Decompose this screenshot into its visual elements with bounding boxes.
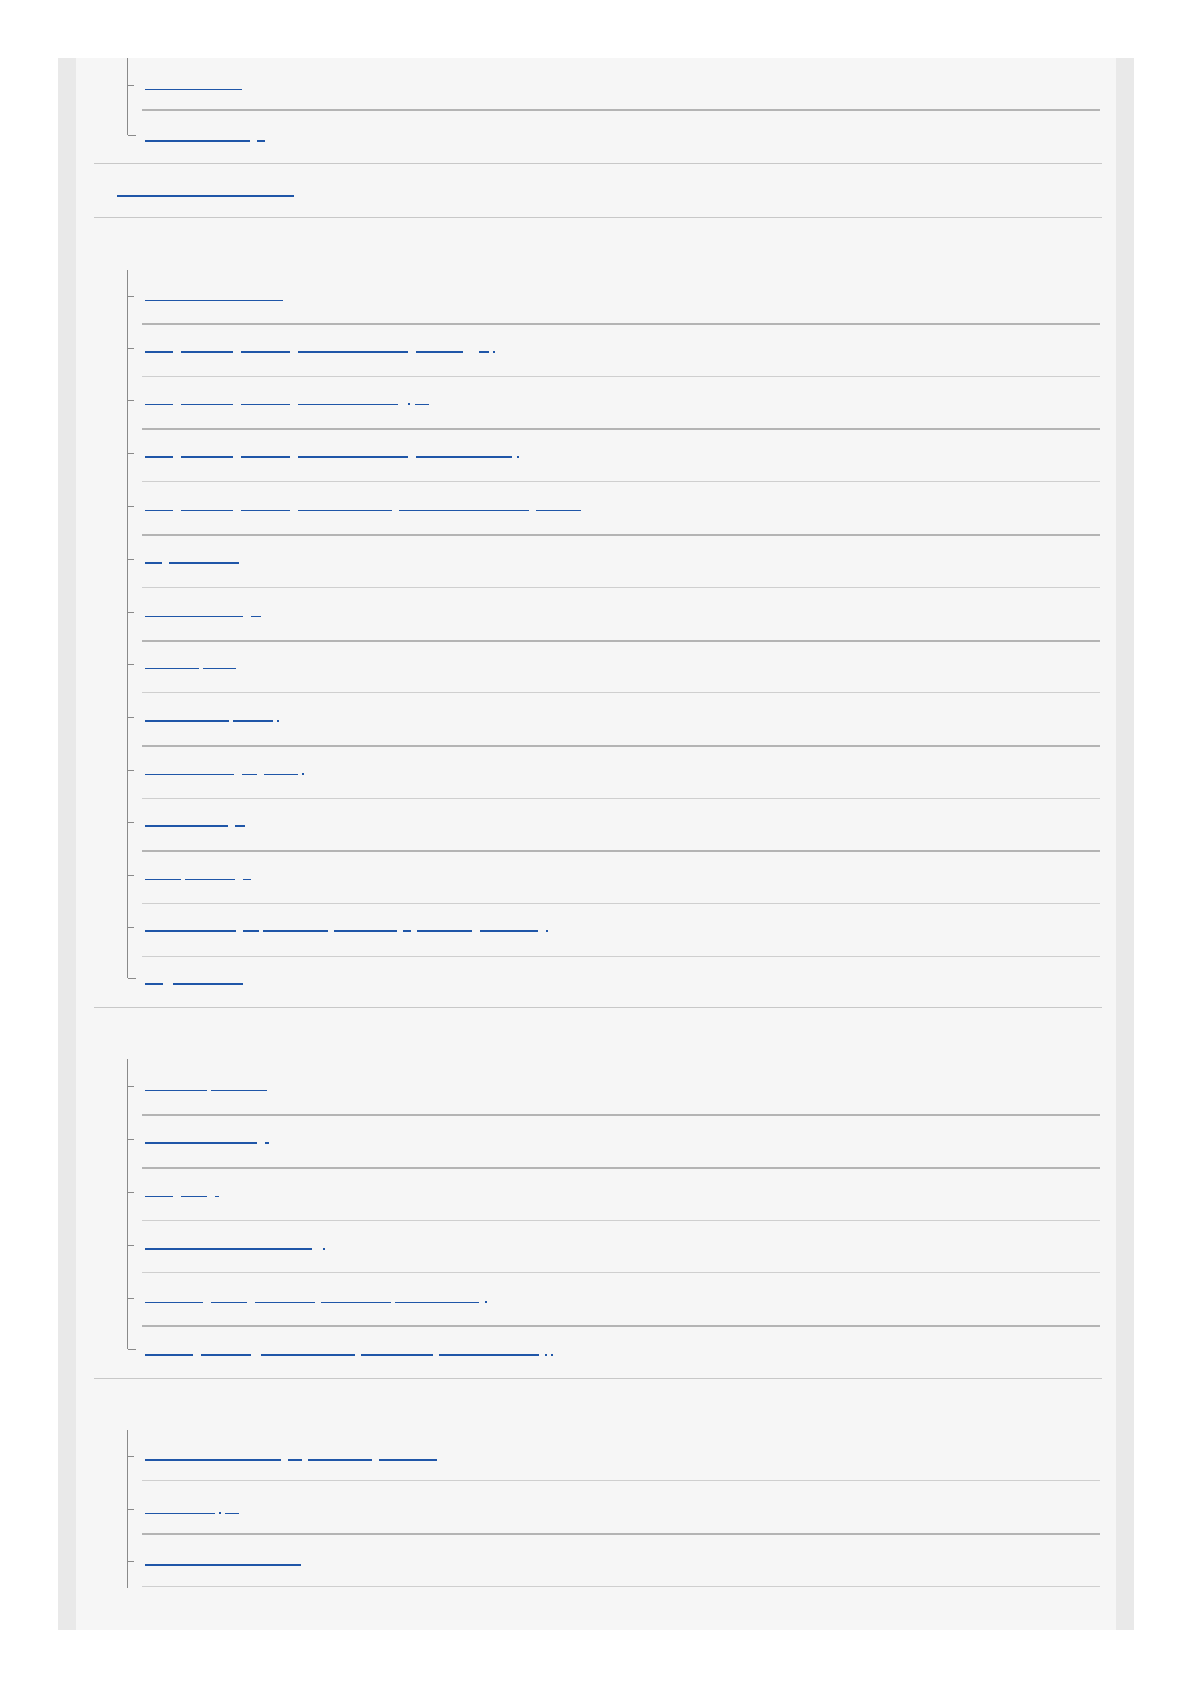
underline-segment bbox=[265, 1142, 269, 1144]
section-heading-link[interactable] bbox=[117, 185, 296, 197]
underline-dot bbox=[277, 720, 279, 722]
list-link[interactable] bbox=[145, 446, 521, 458]
item-divider bbox=[142, 376, 1100, 377]
item-divider bbox=[142, 323, 1100, 325]
item-divider bbox=[142, 798, 1100, 799]
underline-segment bbox=[145, 616, 243, 617]
tree-rail-end bbox=[128, 1349, 136, 1350]
list-link[interactable] bbox=[145, 1449, 439, 1461]
underline-segment bbox=[255, 1302, 315, 1303]
underline-segment bbox=[241, 351, 290, 353]
tree-tick bbox=[128, 453, 134, 454]
list-link[interactable] bbox=[145, 868, 253, 880]
underline-segment bbox=[415, 404, 429, 405]
underline-segment bbox=[395, 1302, 479, 1303]
list-link[interactable] bbox=[145, 1291, 489, 1303]
underline-segment bbox=[145, 140, 250, 142]
underline-segment bbox=[145, 879, 181, 880]
tree-rail bbox=[127, 270, 128, 978]
tree-tick bbox=[128, 612, 134, 613]
item-divider bbox=[142, 587, 1100, 588]
underline-dot bbox=[545, 1354, 547, 1356]
underline-segment bbox=[211, 1090, 267, 1091]
list-link[interactable] bbox=[145, 130, 267, 142]
tree-tick bbox=[128, 1298, 134, 1299]
tree-rail-end bbox=[128, 978, 136, 979]
list-link[interactable] bbox=[145, 1238, 327, 1250]
section-divider bbox=[94, 217, 1102, 218]
underline-segment bbox=[379, 1459, 437, 1461]
underline-segment bbox=[257, 140, 265, 142]
underline-segment bbox=[479, 351, 489, 353]
tree-rail bbox=[127, 58, 128, 135]
underline-segment bbox=[416, 456, 512, 458]
underline-dot bbox=[546, 930, 548, 932]
underline-segment bbox=[145, 930, 236, 932]
tree-tick bbox=[128, 506, 134, 507]
tree-tick bbox=[128, 1192, 134, 1193]
underline-segment bbox=[181, 351, 233, 353]
underline-segment bbox=[145, 1564, 301, 1566]
underline-segment bbox=[439, 1354, 539, 1356]
underline-segment bbox=[243, 879, 251, 880]
list-link[interactable] bbox=[145, 341, 497, 353]
item-divider bbox=[142, 109, 1100, 111]
underline-segment bbox=[173, 983, 243, 985]
list-link[interactable] bbox=[145, 973, 245, 985]
underline-dot bbox=[493, 351, 495, 353]
tree-tick bbox=[128, 1245, 134, 1246]
underline-segment bbox=[241, 404, 290, 405]
list-link[interactable] bbox=[145, 710, 281, 722]
underline-segment bbox=[417, 930, 472, 932]
tree-tick bbox=[128, 770, 134, 771]
item-divider bbox=[142, 850, 1100, 852]
underline-segment bbox=[145, 562, 162, 564]
underline-segment bbox=[145, 774, 234, 775]
underline-dot bbox=[219, 1512, 221, 1514]
underline-segment bbox=[145, 1513, 215, 1514]
list-link[interactable] bbox=[145, 552, 241, 564]
underline-segment bbox=[145, 89, 242, 90]
underline-segment bbox=[288, 1459, 302, 1461]
tree-tick bbox=[128, 400, 134, 401]
tree-tick bbox=[128, 875, 134, 876]
underline-segment bbox=[117, 195, 294, 197]
tree-tick bbox=[128, 296, 134, 297]
underline-segment bbox=[298, 404, 398, 405]
list-link[interactable] bbox=[145, 1502, 241, 1514]
underline-segment bbox=[243, 930, 259, 932]
list-link[interactable] bbox=[145, 289, 285, 301]
tree-tick bbox=[128, 348, 134, 349]
underline-segment bbox=[225, 1513, 239, 1514]
underline-segment bbox=[241, 510, 290, 511]
underline-segment bbox=[145, 1459, 281, 1461]
tree-tick bbox=[128, 664, 134, 665]
underline-segment bbox=[298, 456, 408, 458]
underline-segment bbox=[233, 720, 273, 722]
underline-segment bbox=[145, 983, 163, 985]
tree-tick bbox=[128, 822, 134, 823]
underline-segment bbox=[145, 668, 199, 669]
tree-tick bbox=[128, 1509, 134, 1510]
tree-tick bbox=[128, 717, 134, 718]
item-divider bbox=[142, 1325, 1100, 1327]
underline-dot bbox=[485, 1301, 487, 1303]
underline-dot bbox=[323, 1248, 325, 1250]
underline-segment bbox=[181, 510, 233, 511]
underline-segment bbox=[181, 456, 233, 458]
item-divider bbox=[142, 640, 1100, 642]
underline-segment bbox=[241, 456, 290, 458]
underline-segment bbox=[201, 1354, 251, 1356]
underline-segment bbox=[298, 351, 408, 353]
list-link[interactable] bbox=[145, 1079, 269, 1091]
tree-tick bbox=[128, 927, 134, 928]
underline-segment bbox=[298, 510, 392, 511]
underline-segment bbox=[145, 351, 173, 353]
list-link[interactable] bbox=[145, 78, 244, 90]
list-link[interactable] bbox=[145, 763, 306, 775]
list-link[interactable] bbox=[145, 1132, 271, 1144]
item-divider bbox=[142, 1114, 1100, 1116]
underline-dot bbox=[408, 403, 410, 405]
underline-segment bbox=[145, 1142, 257, 1144]
item-divider bbox=[142, 903, 1100, 904]
list-link[interactable] bbox=[145, 499, 583, 511]
underline-segment bbox=[181, 404, 233, 405]
tree-tick bbox=[128, 1561, 134, 1562]
list-link[interactable] bbox=[145, 605, 263, 617]
list-link[interactable] bbox=[145, 815, 247, 827]
tree-tick bbox=[128, 1139, 134, 1140]
underline-dot bbox=[517, 456, 519, 458]
underline-dot bbox=[551, 1354, 553, 1356]
list-link[interactable] bbox=[145, 920, 550, 932]
underline-segment bbox=[145, 1302, 203, 1303]
underline-segment bbox=[235, 825, 245, 827]
underline-segment bbox=[264, 774, 298, 775]
item-divider bbox=[142, 428, 1100, 430]
underline-segment bbox=[145, 825, 228, 827]
tree-tick bbox=[128, 1456, 134, 1457]
item-divider bbox=[142, 534, 1100, 536]
list-link[interactable] bbox=[145, 393, 431, 405]
underline-segment bbox=[263, 930, 328, 932]
underline-segment bbox=[211, 1302, 247, 1303]
item-divider bbox=[142, 481, 1100, 482]
underline-segment bbox=[145, 1090, 207, 1091]
tree-rail-end bbox=[128, 135, 136, 136]
underline-segment bbox=[399, 510, 529, 511]
underline-segment bbox=[215, 1196, 219, 1197]
underline-segment bbox=[145, 510, 173, 511]
underline-dot bbox=[302, 773, 304, 775]
item-divider bbox=[142, 956, 1100, 957]
underline-segment bbox=[145, 300, 283, 301]
tree-tick bbox=[128, 559, 134, 560]
item-divider bbox=[142, 1533, 1100, 1535]
item-divider bbox=[142, 1480, 1100, 1481]
underline-segment bbox=[403, 930, 411, 932]
list-link[interactable] bbox=[145, 1185, 221, 1197]
section-divider bbox=[94, 163, 1102, 164]
underline-segment bbox=[145, 404, 173, 405]
item-divider bbox=[142, 1272, 1100, 1273]
underline-dot bbox=[435, 1459, 437, 1461]
underline-segment bbox=[169, 562, 239, 564]
tree-rail bbox=[127, 1059, 128, 1349]
underline-segment bbox=[334, 930, 397, 932]
underline-segment bbox=[480, 930, 538, 932]
tree-tick bbox=[128, 1086, 134, 1087]
underline-segment bbox=[181, 1196, 207, 1197]
underline-segment bbox=[361, 1354, 433, 1356]
list-link[interactable] bbox=[145, 1554, 303, 1566]
underline-segment bbox=[261, 1354, 355, 1356]
underline-segment bbox=[145, 1196, 173, 1197]
section-divider bbox=[94, 1378, 1102, 1379]
item-divider bbox=[142, 1220, 1100, 1221]
list-link[interactable] bbox=[145, 1344, 555, 1356]
underline-segment bbox=[145, 456, 173, 458]
item-divider bbox=[142, 1586, 1100, 1587]
underline-segment bbox=[145, 1248, 312, 1250]
underline-segment bbox=[308, 1459, 372, 1461]
underline-segment bbox=[536, 510, 581, 511]
underline-segment bbox=[251, 616, 261, 617]
underline-segment bbox=[145, 1354, 193, 1356]
underline-segment bbox=[321, 1302, 391, 1303]
section-divider bbox=[94, 1007, 1102, 1008]
list-link[interactable] bbox=[145, 657, 238, 669]
item-divider bbox=[142, 1167, 1100, 1169]
underline-segment bbox=[203, 668, 236, 669]
underline-segment bbox=[185, 879, 235, 880]
tree-tick bbox=[128, 85, 134, 86]
underline-segment bbox=[416, 351, 463, 353]
underline-segment bbox=[242, 774, 257, 775]
underline-segment bbox=[145, 720, 229, 722]
item-divider bbox=[142, 692, 1100, 693]
item-divider bbox=[142, 745, 1100, 747]
